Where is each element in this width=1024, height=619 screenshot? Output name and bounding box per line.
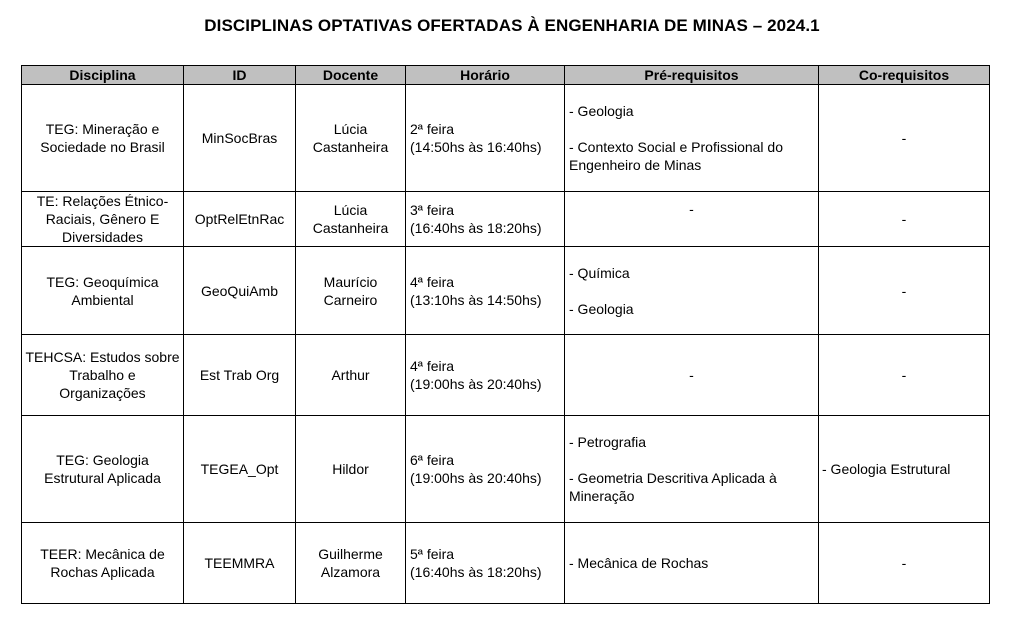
cell-prereq [565,85,819,192]
cell-horario [406,416,565,523]
cell-coreq: - [819,335,990,416]
cell-coreq: - [819,523,990,604]
table-row [22,335,990,416]
horario-day: 4ª feira [410,358,455,374]
header-horario: Horário [406,66,565,85]
cell-id: GeoQuiAmb [184,247,296,335]
table-header-row [22,66,990,85]
cell-docente: Arthur [296,335,406,416]
horario-time: (19:00hs às 20:40hs) [410,376,542,392]
prereq-item: - Contexto Social e Profissional do Engenheiro de Minas [569,139,783,173]
horario-day: 2ª feira [410,121,455,137]
header-coreq: Co-requisitos [819,66,990,85]
header-disciplina: Disciplina [22,66,184,85]
table-row [22,192,990,247]
cell-horario [406,192,565,247]
cell-prereq: - [565,192,819,247]
table-row [22,85,990,192]
cell-prereq: - [565,335,819,416]
horario-day: 3ª feira [410,202,455,218]
horario-time: (13:10hs às 14:50hs) [410,291,542,308]
cell-docente: Lúcia Castanheira [296,85,406,192]
cell-docente: Guilherme Alzamora [296,523,406,604]
horario-time: (16:40hs às 18:20hs) [410,220,542,236]
cell-prereq [565,416,819,523]
header-prereq: Pré-requisitos [565,66,819,85]
cell-id: MinSocBras [184,85,296,192]
prereq-item: - Mecânica de Rochas [569,555,709,571]
table-row [22,416,990,523]
cell-horario [406,523,565,604]
cell-disciplina: TEG: Mineração e Sociedade no Brasil [22,85,184,192]
cell-docente: Maurício Carneiro [296,247,406,335]
cell-coreq: - [819,247,990,335]
cell-disciplina: TEER: Mecânica de Rochas Aplicada [22,523,184,604]
cell-docente: Lúcia Castanheira [296,192,406,247]
cell-id: OptRelEtnRac [184,192,296,247]
prereq-item: - Geologia [569,103,634,119]
cell-disciplina: TEG: Geoquímica Ambiental [22,247,184,335]
header-docente: Docente [296,66,406,85]
table-row [22,523,990,604]
table-row [22,247,990,335]
horario-time: (19:00hs às 20:40hs) [410,470,542,486]
cell-disciplina: TE: Relações Étnico-Raciais, Gênero E Diversidades [22,192,184,247]
prereq-item: - Geometria Descritiva Aplicada à Mineração [569,470,777,504]
cell-prereq [565,247,819,335]
cell-horario [406,85,565,192]
prereq-item: - Química [569,264,630,281]
disciplines-table [21,65,990,604]
prereq-item: - Petrografia [569,434,647,450]
cell-horario [406,335,565,416]
horario-day: 5ª feira [410,546,455,562]
cell-id: Est Trab Org [184,335,296,416]
horario-day: 4ª feira [410,273,455,290]
prereq-item: - Geologia [569,300,634,317]
cell-disciplina: TEHCSA: Estudos sobre Trabalho e Organizações [22,335,184,416]
horario-day: 6ª feira [410,452,455,468]
cell-id: TEEMMRA [184,523,296,604]
cell-coreq: - Geologia Estrutural [819,416,990,523]
horario-time: (16:40hs às 18:20hs) [410,564,542,580]
cell-coreq: - [819,192,990,247]
cell-docente: Hildor [296,416,406,523]
cell-id: TEGEA_Opt [184,416,296,523]
cell-horario [406,247,565,335]
header-id: ID [184,66,296,85]
cell-prereq [565,523,819,604]
cell-coreq: - [819,85,990,192]
cell-disciplina: TEG: Geologia Estrutural Aplicada [22,416,184,523]
horario-time: (14:50hs às 16:40hs) [410,139,542,155]
document-title: DISCIPLINAS OPTATIVAS OFERTADAS À ENGENHARIA DE MINAS – 2024.1 [204,16,820,35]
